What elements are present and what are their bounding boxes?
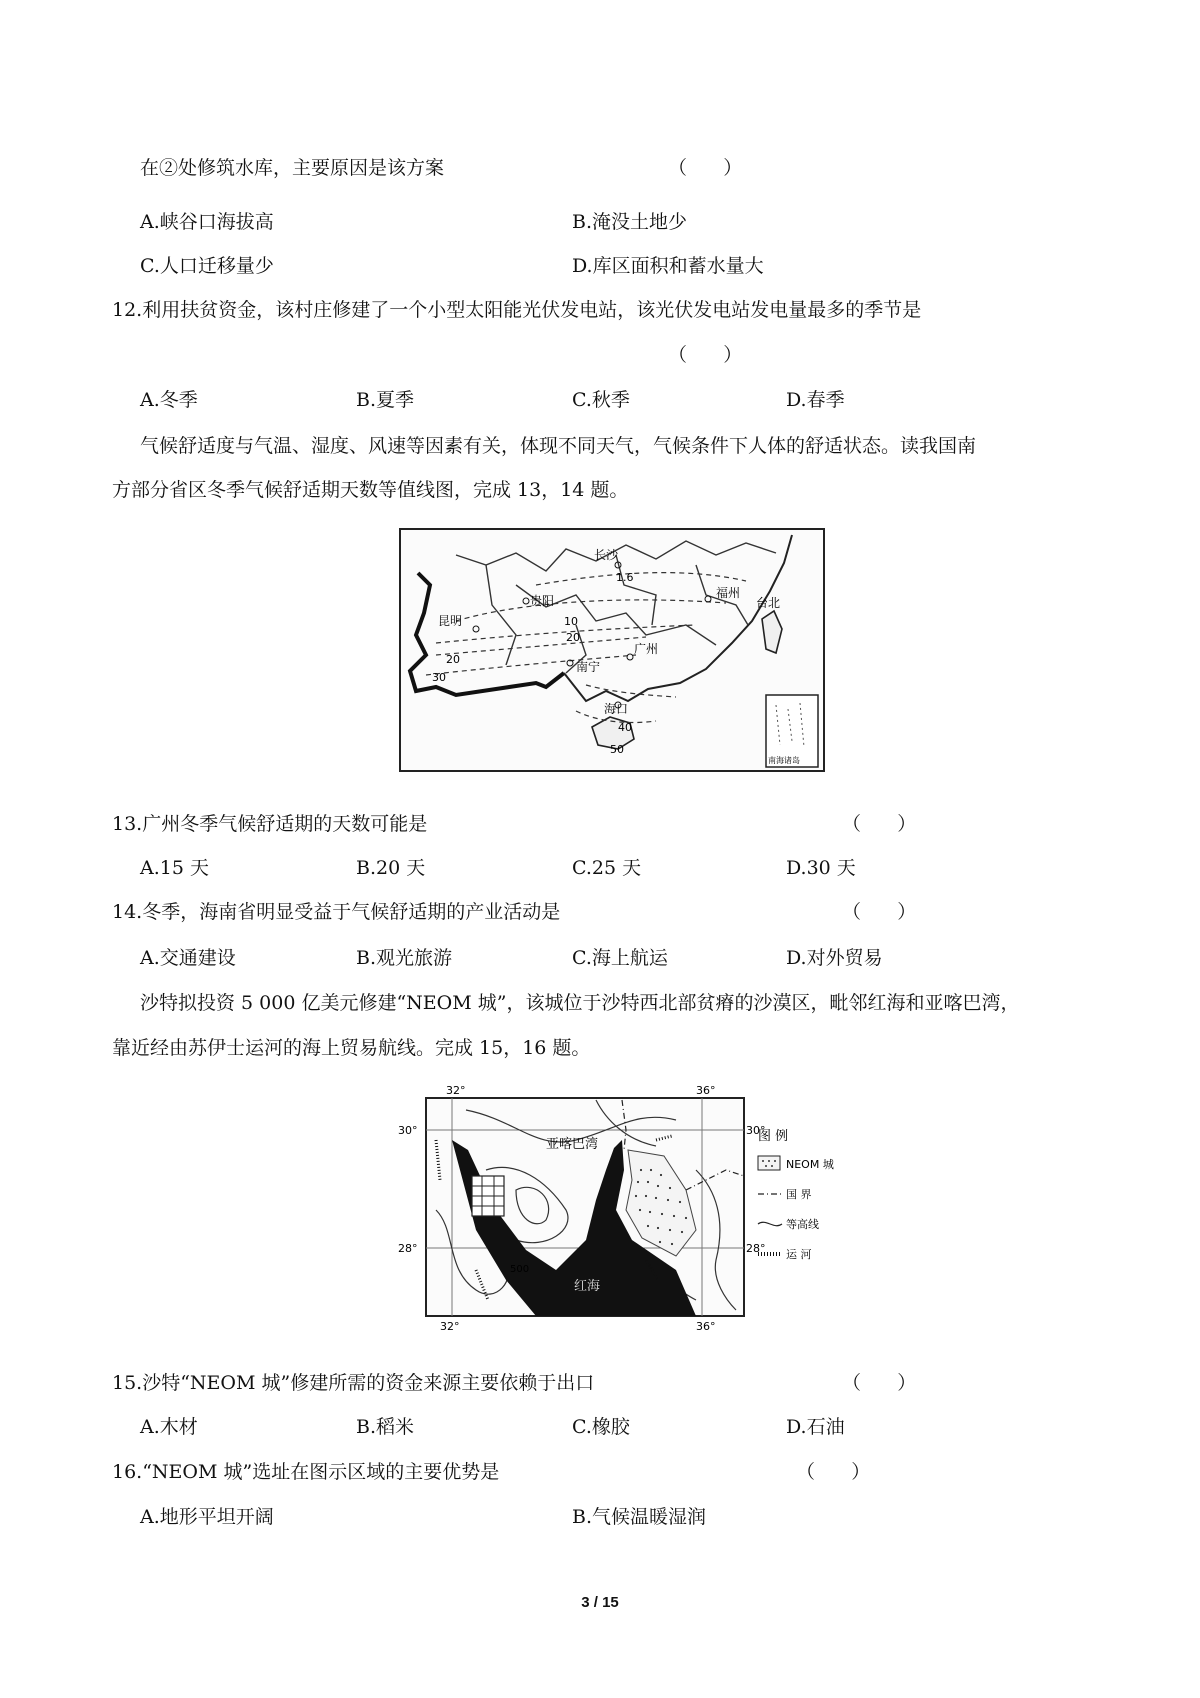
q14-stem: 14.冬季，海南省明显受益于气候舒适期的产业活动是 [112, 901, 561, 923]
q13-answer-paren: （ ） [842, 813, 917, 835]
q14-option-a: A.交通建设 [140, 947, 236, 969]
q11-option-d: D.库区面积和蓄水量大 [572, 255, 764, 277]
q11-answer-paren: （ ） [668, 157, 743, 179]
inset-label: 南海诸岛 [768, 756, 800, 765]
q15-answer-paren: （ ） [842, 1372, 917, 1394]
q12-option-b: B.夏季 [356, 389, 415, 411]
city-guangzhou: 广州 [634, 642, 659, 656]
passage1-line2: 方部分省区冬季气候舒适期天数等值线图，完成 13，14 题。 [112, 479, 629, 501]
q15-stem: 15.沙特“NEOM 城”修建所需的资金来源主要依赖于出口 [112, 1372, 595, 1394]
q11-option-a: A.峡谷口海拔高 [140, 211, 274, 233]
q14-option-c: C.海上航运 [572, 947, 668, 969]
legend-canal: 运 河 [786, 1248, 812, 1261]
city-haikou: 海口 [604, 702, 629, 716]
q12-answer-paren: （ ） [668, 344, 743, 366]
page-number: 3 / 15 [581, 1594, 619, 1611]
q11-option-b: B.淹没土地少 [572, 211, 688, 233]
q12-option-d: D.春季 [786, 389, 845, 411]
passage1-line1: 气候舒适度与气温、湿度、风速等因素有关，体现不同天气，气候条件下人体的舒适状态。读我国南 [140, 435, 977, 457]
q11-stem: 在②处修筑水库，主要原因是该方案 [140, 157, 445, 179]
lon-label-bottom-36: 36° [696, 1320, 716, 1333]
isoline-value: 30 [432, 671, 446, 684]
contour-value: 500 [510, 1264, 530, 1275]
city-taipei: 台北 [756, 596, 781, 610]
q15-option-a: A.木材 [140, 1416, 198, 1438]
isoline-value: 1.6 [616, 571, 634, 584]
legend-neom: NEOM 城 [786, 1158, 834, 1171]
city-guiyang: 贵阳 [530, 594, 555, 608]
passage2-line1: 沙特拟投资 5 000 亿美元修建“NEOM 城”，该城位于沙特西北部贫瘠的沙漠区，毗邻红海和亚喀巴湾， [140, 992, 1020, 1014]
q16-option-b: B.气候温暖湿润 [572, 1506, 707, 1528]
q12-stem: 12.利用扶贫资金，该村庄修建了一个小型太阳能光伏发电站，该光伏发电站发电量最多的季节是 [112, 299, 922, 321]
q13-option-b: B.20 天 [356, 857, 426, 879]
passage2-line2: 靠近经由苏伊士运河的海上贸易航线。完成 15，16 题。 [112, 1037, 591, 1059]
q14-option-d: D.对外贸易 [786, 947, 883, 969]
lat-label-left-30: 30° [398, 1124, 418, 1137]
q14-answer-paren: （ ） [842, 901, 917, 923]
comfort-days-map [396, 525, 828, 775]
city-changsha: 长沙 [594, 548, 619, 562]
isoline-value: 20 [446, 653, 460, 666]
legend-border: 国 界 [786, 1188, 812, 1201]
city-kunming: 昆明 [438, 614, 463, 628]
q15-option-b: B.稻米 [356, 1416, 415, 1438]
q16-stem: 16.“NEOM 城”选址在图示区域的主要优势是 [112, 1461, 500, 1483]
gulf-label: 亚喀巴湾 [546, 1137, 599, 1152]
isoline-value: 10 [564, 615, 578, 628]
city-fuzhou: 福州 [716, 586, 741, 600]
q16-answer-paren: （ ） [796, 1461, 871, 1483]
legend-title: 图 例 [758, 1129, 789, 1144]
isoline-value: 50 [610, 743, 624, 756]
lon-label-top-36: 36° [696, 1084, 716, 1097]
neom-region-map [396, 1080, 836, 1334]
lat-label-left-28: 28° [398, 1242, 418, 1255]
q13-option-c: C.25 天 [572, 857, 642, 879]
q13-option-a: A.15 天 [140, 857, 209, 879]
q11-option-c: C.人口迁移量少 [140, 255, 274, 277]
q15-option-c: C.橡胶 [572, 1416, 630, 1438]
q16-option-a: A.地形平坦开阔 [140, 1506, 274, 1528]
sea-label: 红海 [574, 1279, 601, 1294]
lon-label-bottom-32: 32° [440, 1320, 460, 1333]
isoline-value: 20 [566, 631, 580, 644]
legend-contour: 等高线 [786, 1218, 819, 1231]
q13-option-d: D.30 天 [786, 857, 856, 879]
q13-stem: 13.广州冬季气候舒适期的天数可能是 [112, 813, 428, 835]
isoline-value: 40 [618, 721, 632, 734]
q12-option-a: A.冬季 [140, 389, 198, 411]
q15-option-d: D.石油 [786, 1416, 845, 1438]
lon-label-top-32: 32° [446, 1084, 466, 1097]
lat-label-right-28: 28° [746, 1242, 766, 1255]
lat-label-right-30: 30° [746, 1124, 766, 1137]
q12-option-c: C.秋季 [572, 389, 630, 411]
q14-option-b: B.观光旅游 [356, 947, 453, 969]
city-nanning: 南宁 [576, 660, 601, 674]
